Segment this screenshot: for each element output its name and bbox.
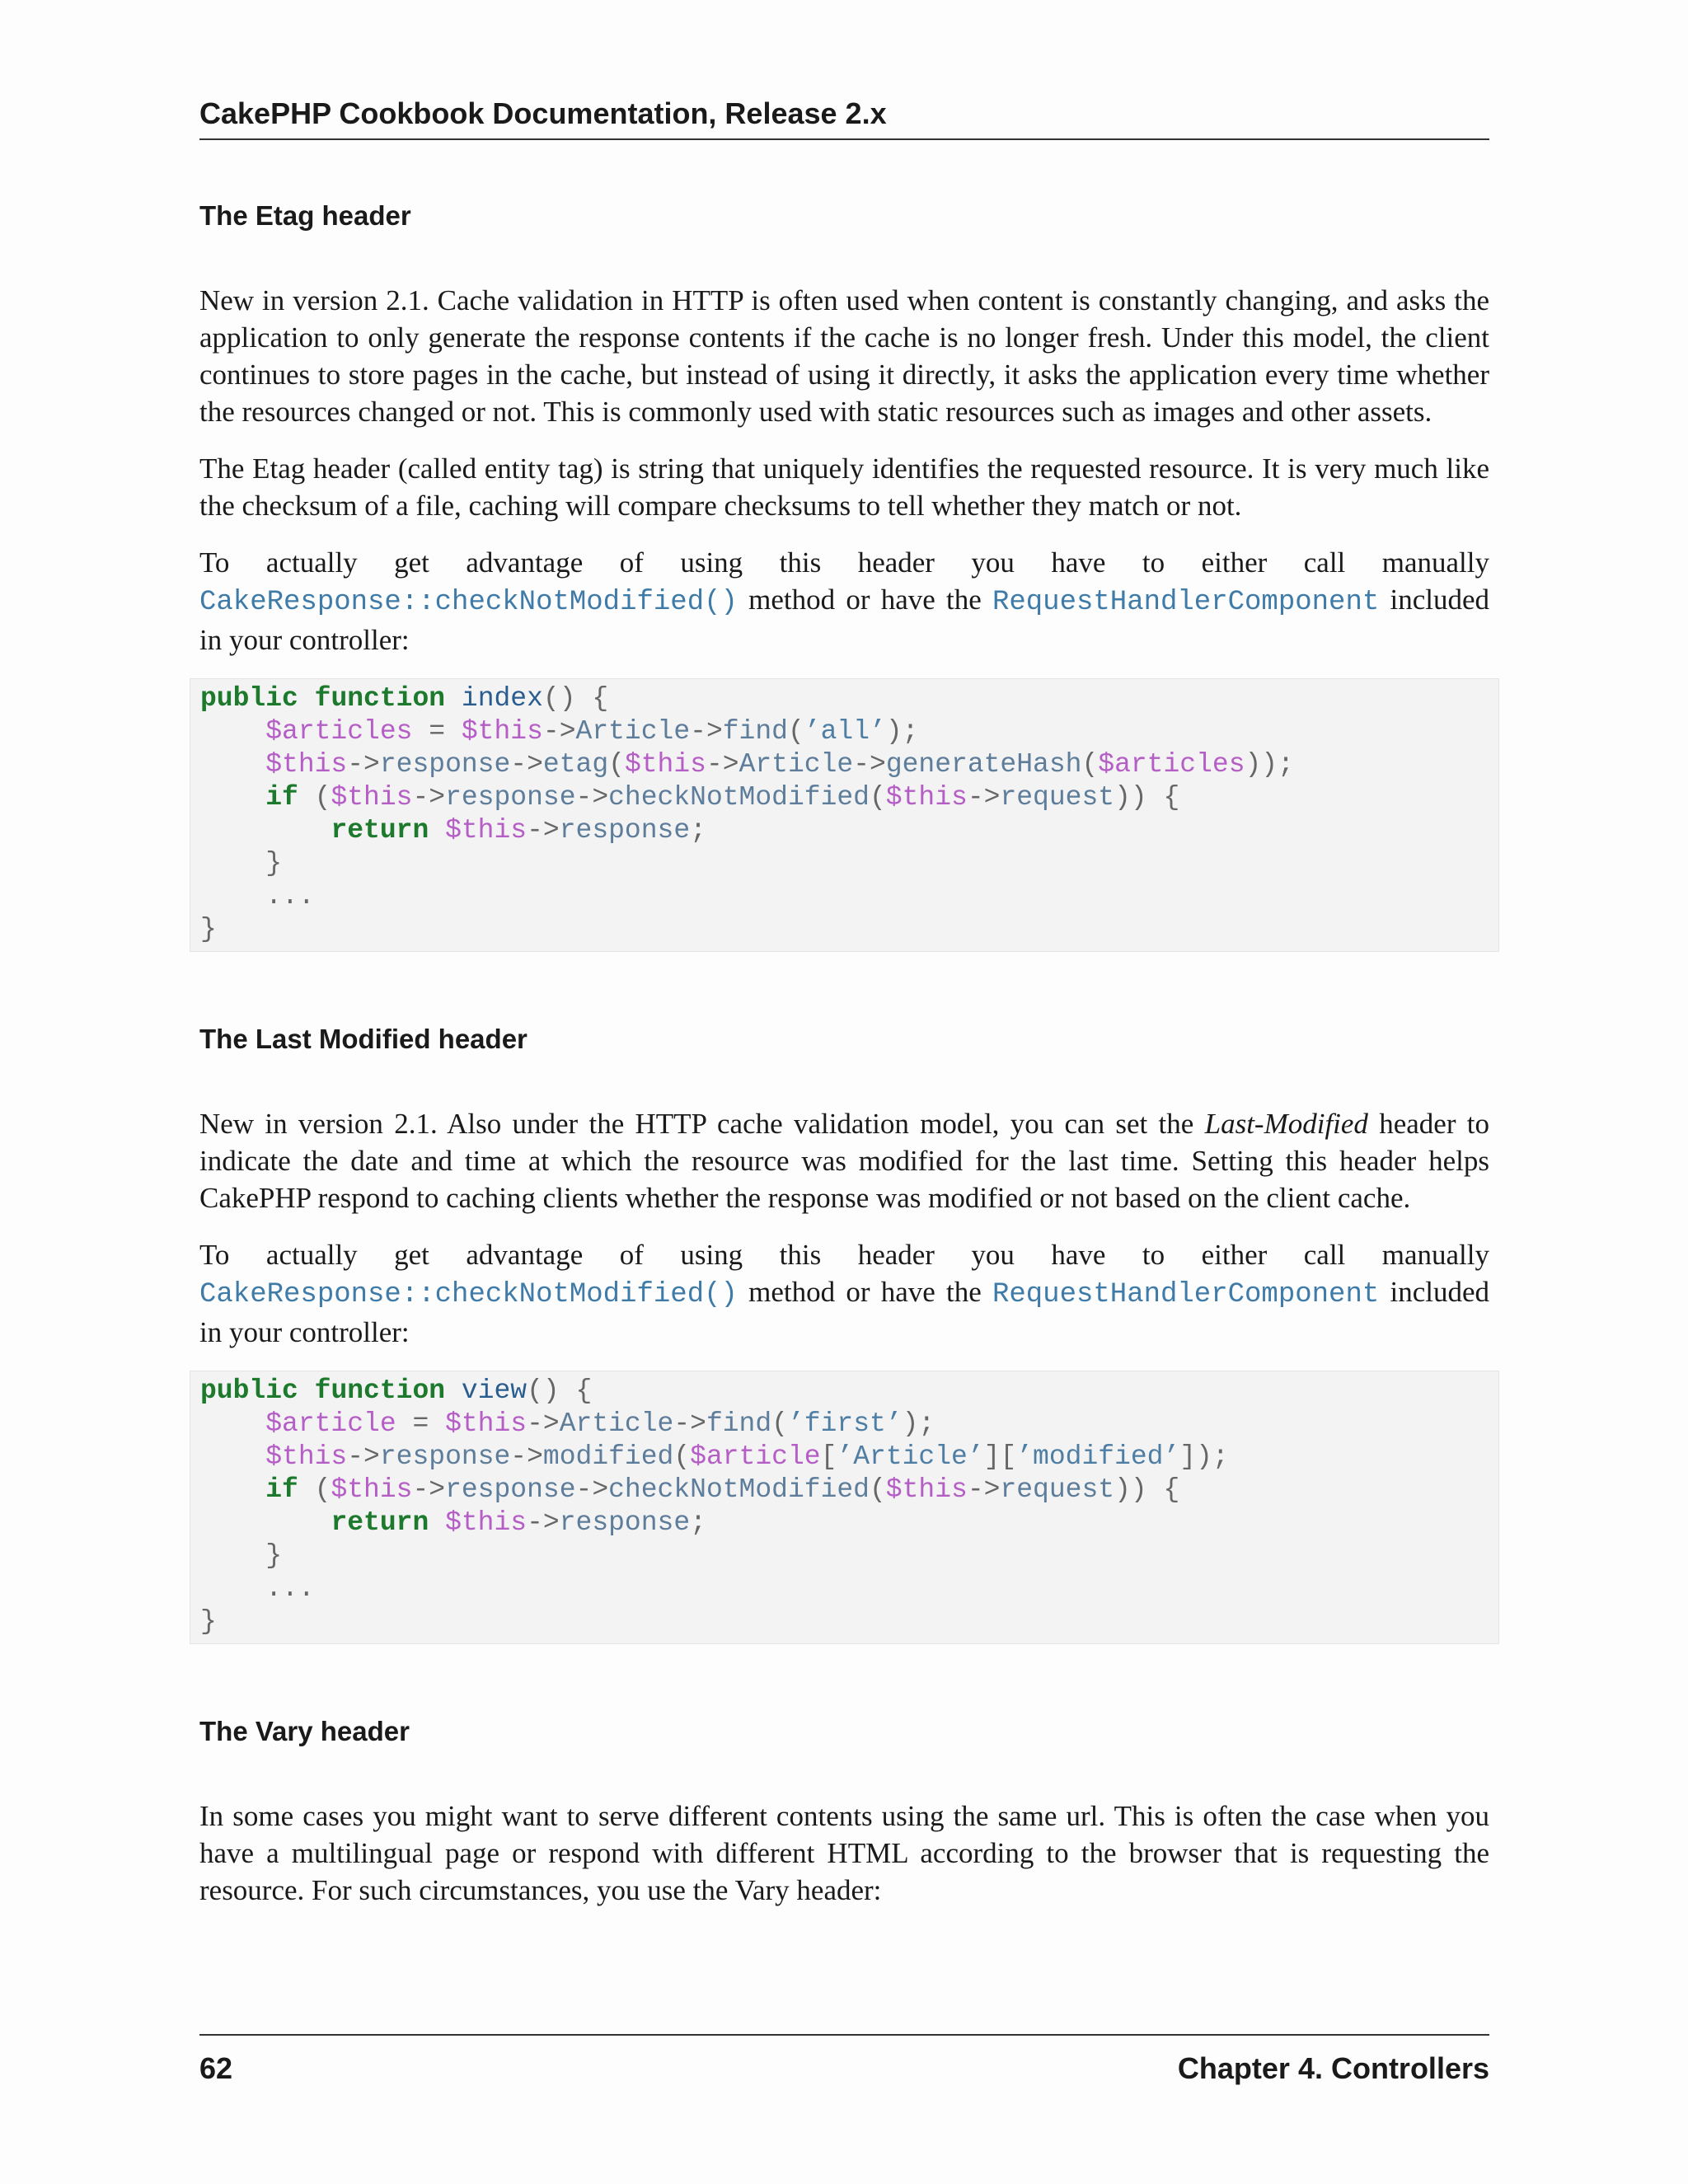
code-token: request — [1000, 782, 1115, 813]
code-block — [190, 678, 1499, 952]
code-token: ( — [608, 749, 625, 780]
code-line — [200, 1507, 706, 1538]
code-token: public — [200, 683, 298, 714]
code-token: -> — [575, 1474, 609, 1505]
code-token: () { — [527, 1376, 593, 1406]
code-token — [200, 782, 265, 813]
section-heading: The Vary header — [199, 1716, 410, 1746]
code-token: -> — [412, 1474, 446, 1505]
code-token: response — [445, 1474, 576, 1505]
page-number: 62 — [199, 2051, 233, 2085]
code-token: ( — [869, 1474, 886, 1505]
code-token: return — [331, 1507, 429, 1538]
code-token: $this — [885, 1474, 968, 1505]
code-token: ][ — [983, 1441, 1017, 1472]
code-token: $articles — [1098, 749, 1245, 780]
running-header: CakePHP Cookbook Documentation, Release 2.x — [199, 92, 1489, 140]
code-token: index — [461, 683, 543, 714]
code-token: -> — [673, 1408, 706, 1439]
code-token: -> — [412, 782, 446, 813]
api-reference-link[interactable]: RequestHandlerComponent — [992, 1279, 1380, 1310]
code-token: Article — [738, 749, 854, 780]
code-token: -> — [510, 1441, 543, 1472]
code-token: $this — [445, 1507, 528, 1538]
code-token: -> — [706, 749, 739, 780]
code-token: $article — [265, 1408, 396, 1439]
text-run: To actually get advantage of using this header you have to either call manually — [199, 1239, 1489, 1271]
code-line — [200, 1474, 1179, 1505]
code-token: ... — [200, 1573, 315, 1604]
code-token: ( — [1081, 749, 1099, 780]
paragraph — [199, 1105, 1489, 1216]
code-line — [200, 1376, 592, 1406]
code-token: Article — [559, 1408, 674, 1439]
code-line — [200, 881, 315, 912]
code-token: -> — [967, 1474, 1001, 1505]
code-token: -> — [527, 815, 560, 846]
code-token: response — [379, 749, 511, 780]
code-token: } — [200, 1540, 283, 1571]
code-token: ; — [690, 1507, 706, 1538]
code-token: Article — [575, 716, 691, 747]
code-token: response — [559, 1507, 691, 1538]
code-token: response — [559, 815, 691, 846]
code-token: } — [200, 1606, 217, 1637]
code-token: -> — [527, 1507, 560, 1538]
code-token: checkNotModified — [608, 782, 870, 813]
code-token: request — [1000, 1474, 1115, 1505]
code-token: $this — [331, 782, 413, 813]
code-token: $this — [265, 1441, 348, 1472]
paragraph: In some cases you might want to serve different contents using the same url. This is often the case when you have a multilingual page or respond with different HTML according to the browser that is requesting the resource. For such circumstances, you use the Vary header: — [199, 1800, 1489, 1906]
code-token: ( — [787, 716, 804, 747]
chapter-title: Chapter 4. Controllers — [1177, 2051, 1489, 2085]
code-token — [200, 1441, 265, 1472]
code-token — [200, 1474, 265, 1505]
code-token: view — [461, 1376, 528, 1406]
code-block — [190, 1371, 1499, 1644]
section-etag — [199, 198, 1489, 952]
code-token — [298, 683, 315, 714]
code-token: ( — [673, 1441, 691, 1472]
code-token: $this — [461, 716, 543, 747]
text-run: included in your controller: — [199, 583, 1489, 656]
code-token: } — [200, 914, 217, 944]
code-token: $this — [885, 782, 968, 813]
code-token: ]); — [1179, 1441, 1229, 1472]
code-token — [200, 1408, 265, 1439]
code-token: ); — [885, 716, 919, 747]
code-token: -> — [967, 782, 1001, 813]
code-token: if — [265, 782, 298, 813]
code-token: ( — [298, 782, 331, 813]
code-token: return — [331, 815, 429, 846]
section-last-modified — [199, 1021, 1489, 1644]
code-token: $this — [445, 815, 528, 846]
code-line — [200, 749, 1294, 780]
code-token: -> — [527, 1408, 560, 1439]
code-token — [445, 1376, 462, 1406]
page-content — [199, 198, 1489, 1929]
code-line — [200, 815, 706, 846]
emphasis: Last-Modified — [1204, 1108, 1368, 1140]
code-token: $article — [690, 1441, 821, 1472]
code-token: public — [200, 1376, 298, 1406]
code-token: response — [445, 782, 576, 813]
code-token — [445, 683, 462, 714]
code-token: -> — [575, 782, 609, 813]
code-token: ... — [200, 881, 315, 912]
code-token: -> — [347, 749, 380, 780]
code-token: -> — [542, 716, 576, 747]
code-token — [200, 1507, 331, 1538]
code-token: ’modified’ — [1016, 1441, 1180, 1472]
code-token: ); — [902, 1408, 935, 1439]
text-run: header to indicate the date and time at which the resource was modified for the last time. Setting this header helps CakePHP respond to caching clients whether the response was modified or not based on the client cache. — [199, 1108, 1490, 1214]
api-reference-link[interactable]: RequestHandlerComponent — [992, 587, 1380, 618]
code-token: ’all’ — [804, 716, 886, 747]
code-token: -> — [853, 749, 886, 780]
code-line — [200, 1573, 315, 1604]
code-line — [200, 683, 608, 714]
paragraph — [199, 544, 1489, 658]
paragraph: The Etag header (called entity tag) is string that uniquely identifies the requested resource. It is very much like the checksum of a file, caching will compare checksums to tell whether they match or not. — [199, 452, 1489, 522]
code-token: function — [314, 1376, 446, 1406]
text-run: To actually get advantage of using this header you have to either call manually — [199, 546, 1489, 579]
code-token: checkNotModified — [608, 1474, 870, 1505]
section-vary — [199, 1713, 1489, 1909]
code-token — [429, 815, 445, 846]
text-run: New in version 2.1. Also under the HTTP cache validation model, you can set the — [199, 1108, 1205, 1140]
text-run: included in your controller: — [199, 1276, 1489, 1348]
code-token: ( — [869, 782, 886, 813]
code-token: modified — [542, 1441, 674, 1472]
code-token: $this — [265, 749, 348, 780]
code-token: -> — [690, 716, 723, 747]
code-line — [200, 914, 217, 944]
running-footer — [199, 2034, 1489, 2090]
code-token: $this — [445, 1408, 528, 1439]
code-line — [200, 716, 918, 747]
code-token: [ — [820, 1441, 837, 1472]
code-token: = — [412, 716, 462, 747]
code-token — [200, 815, 331, 846]
code-line — [200, 848, 282, 879]
code-token: find — [706, 1408, 772, 1439]
code-token: () { — [542, 683, 609, 714]
code-token: $articles — [265, 716, 413, 747]
code-token: $this — [331, 1474, 413, 1505]
code-token: if — [265, 1474, 298, 1505]
code-token: ; — [690, 815, 706, 846]
code-token: -> — [510, 749, 543, 780]
text-run: method or have the — [737, 583, 992, 616]
code-token: ’Article’ — [837, 1441, 984, 1472]
code-token — [298, 1376, 315, 1406]
text-run: method or have the — [737, 1276, 992, 1308]
code-token: ( — [771, 1408, 788, 1439]
api-reference-link[interactable]: CakeResponse::checkNotModified() — [199, 1279, 738, 1310]
code-token: $this — [624, 749, 706, 780]
code-token — [200, 716, 265, 747]
section-heading: The Last Modified header — [199, 1024, 528, 1054]
code-token: function — [314, 683, 446, 714]
code-token: etag — [542, 749, 609, 780]
code-token — [429, 1507, 445, 1538]
section-heading: The Etag header — [199, 200, 411, 231]
code-token: )); — [1245, 749, 1294, 780]
code-token: )) { — [1114, 782, 1180, 813]
paragraph — [199, 1236, 1489, 1351]
code-token: )) { — [1114, 1474, 1180, 1505]
code-token: } — [200, 848, 283, 879]
api-reference-link[interactable]: CakeResponse::checkNotModified() — [199, 587, 738, 618]
code-token: ( — [298, 1474, 331, 1505]
paragraph: New in version 2.1. Cache validation in HTTP is often used when content is constantly changing, and asks the application to only generate the response contents if the cache is no longer fresh. Under this model, the client continues to store pages in the cache, but instead of using it directly, it asks the application every time whether the resources changed or not. This is commonly used with static resources such as images and other assets. — [199, 284, 1489, 428]
code-token — [200, 749, 265, 780]
code-token: = — [396, 1408, 446, 1439]
code-line — [200, 1606, 217, 1637]
code-token: generateHash — [885, 749, 1082, 780]
code-line — [200, 1540, 282, 1571]
code-token: response — [379, 1441, 511, 1472]
code-line — [200, 782, 1179, 813]
code-token: ’first’ — [787, 1408, 903, 1439]
code-line — [200, 1408, 935, 1439]
code-line — [200, 1441, 1229, 1472]
code-token: -> — [347, 1441, 380, 1472]
code-token: find — [722, 716, 788, 747]
